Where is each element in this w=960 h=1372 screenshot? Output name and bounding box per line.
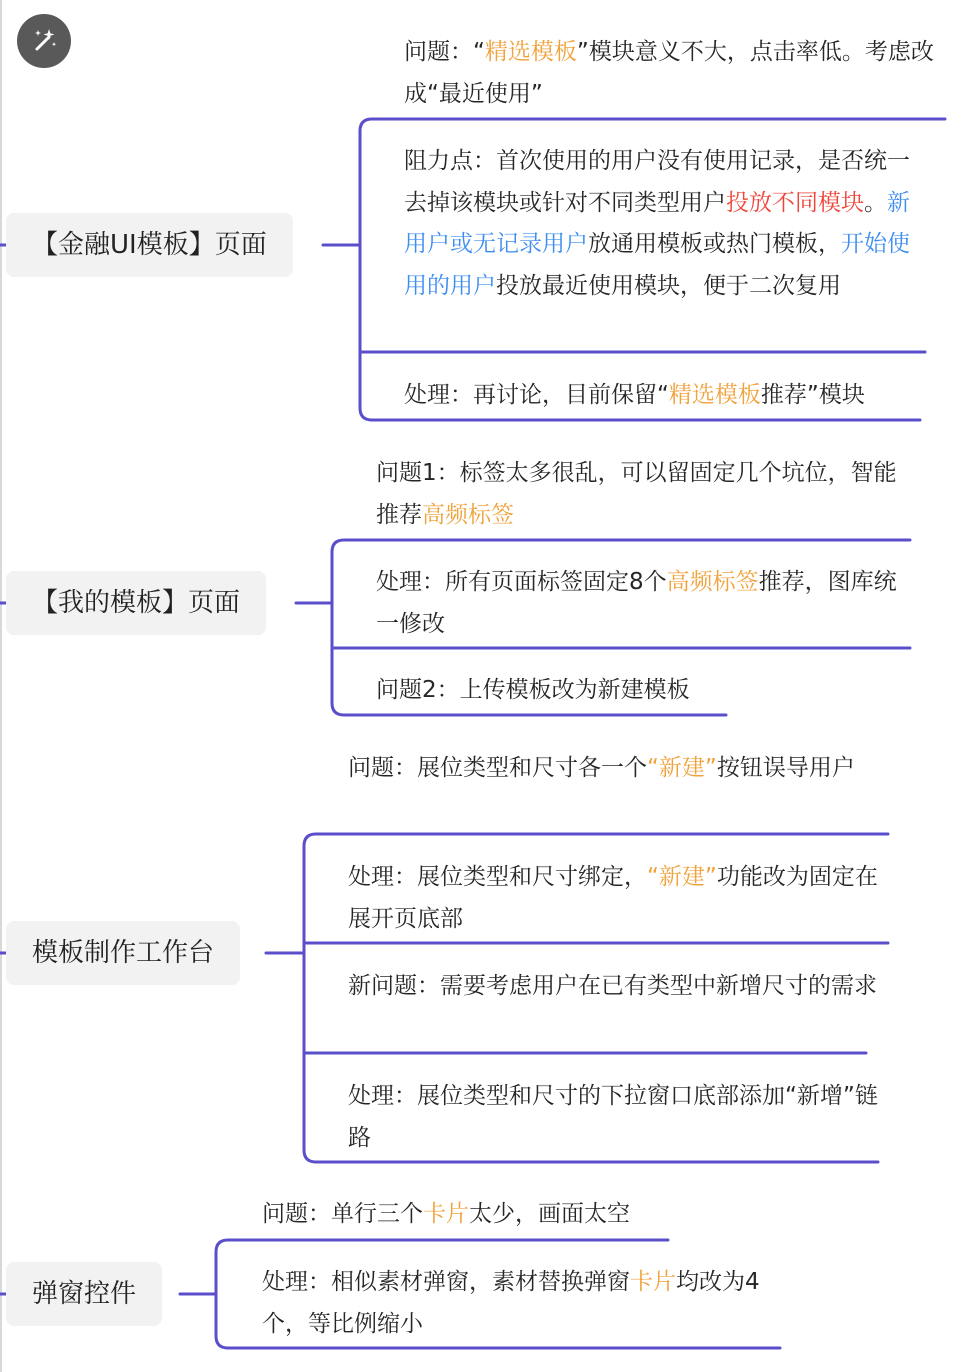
leaf-workbench-handling-2[interactable] [348,1076,878,1159]
leaf-text-segment: 放通用模板或热门模板， [588,231,841,257]
leaf-text-segment: 问题：单行三个 [262,1201,423,1227]
leaf-text-segment: 卡片 [630,1269,676,1295]
leaf-my-templates-problem-2[interactable] [376,670,906,712]
leaf-text-segment: 开始使用的用户 [404,231,910,299]
leaf-text-segment: 推荐，图库统一修改 [376,569,897,637]
leaf-text-segment: 精选模板 [668,382,761,408]
leaf-text-segment: 阻力点：首次使用的用户没有使用记录，是否统一去掉该模块或针对不同类型用户 [404,148,910,216]
leaf-text-segment: 投放不同模块 [726,189,864,216]
leaf-text-segment: 处理：展位类型和尺寸的下拉窗口底部添加“新增”链路 [348,1083,878,1151]
leaf-text-segment: 高频标签 [422,501,514,528]
leaf-text-segment: ”模块意义不大，点击率低。考虑改成“最近使用” [404,39,934,107]
leaf-text-segment: 卡片 [423,1201,469,1227]
leaf-text-segment: 处理：再讨论，目前保留“ [404,382,669,408]
leaf-workbench-new-problem[interactable] [348,966,878,1008]
leaf-text-segment: 处理：所有页面标签固定8个 [376,569,667,595]
topic-template-workbench[interactable]: 模板制作工作台 [6,921,240,985]
leaf-text-segment: 高频标签 [666,569,759,595]
leaf-popup-handling[interactable] [262,1262,782,1345]
leaf-finance-problem[interactable] [404,32,944,115]
leaf-workbench-problem[interactable] [348,748,888,790]
leaf-text-segment: “新建” [647,755,717,781]
page-left-border [0,0,2,1372]
leaf-text-segment: 太少，画面太空 [469,1201,630,1227]
leaf-text-segment: 处理：展位类型和尺寸绑定， [348,864,647,890]
leaf-popup-problem[interactable] [262,1194,782,1236]
leaf-text-segment: 新问题：需要考虑用户在已有类型中新增尺寸的需求 [348,973,877,999]
leaf-text-segment: 。 [864,189,887,216]
leaf-text-segment: 功能改为固定在展开页底部 [348,864,878,932]
leaf-text-segment: 推荐”模块 [760,382,865,408]
leaf-finance-obstacle[interactable] [404,141,924,307]
leaf-text-segment: 处理：相似素材弹窗，素材替换弹窗 [262,1269,630,1295]
leaf-text-segment: 新用户或无记录用户 [404,189,910,257]
leaf-text-segment: “新建” [647,864,717,890]
leaf-text-segment: 按钮误导用户 [716,755,855,781]
leaf-text-segment: 均改为4个，等比例缩小 [262,1269,760,1337]
topic-my-templates-page[interactable]: 【我的模板】页面 [6,571,266,635]
leaf-my-templates-handling[interactable] [376,562,906,645]
leaf-text-segment: 问题：展位类型和尺寸各一个 [348,755,647,781]
leaf-text-segment: 投放最近使用模块，便于二次复用 [496,272,841,299]
leaf-text-segment: 精选模板 [484,39,577,65]
leaf-finance-handling[interactable] [404,375,924,417]
leaf-my-templates-problem-1[interactable] [376,453,906,536]
leaf-text-segment: 问题2：上传模板改为新建模板 [376,677,690,703]
topic-popup-widget[interactable]: 弹窗控件 [6,1262,162,1326]
magic-wand-button[interactable] [17,14,71,68]
magic-wand-sparkles-icon [29,26,59,56]
leaf-text-segment: 问题：“ [404,39,485,65]
leaf-text-segment: 问题1：标签太多很乱，可以留固定几个坑位，智能推荐 [376,460,897,528]
leaf-workbench-handling[interactable] [348,857,888,940]
topic-finance-ui-template-page[interactable]: 【金融UI模板】页面 [6,213,293,277]
